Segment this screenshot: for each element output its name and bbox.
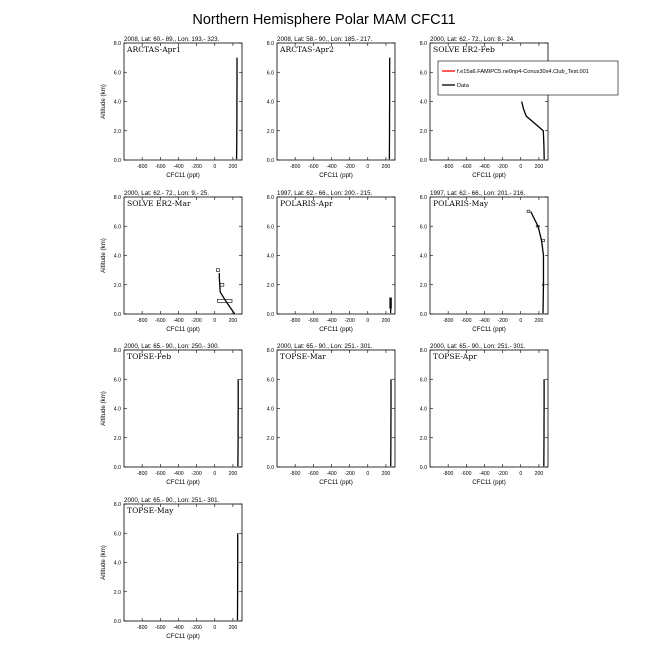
y-tick-label: 6.0 [113,531,121,538]
x-tick-label: -800 [289,471,301,477]
panel-header: 1997, Lat: 62.- 66., Lon: 200.- 215. [277,190,373,197]
y-tick-label: 4.0 [266,99,274,106]
y-tick-label: 4.0 [419,253,427,260]
legend-label: Data [457,83,469,89]
y-tick-label: 4.0 [266,253,274,260]
y-tick-label: 4.0 [266,406,274,413]
y-tick-label: 8.0 [419,41,427,47]
x-tick-label: -600 [461,471,472,477]
y-tick-label: 2.0 [113,128,121,135]
x-tick-label: 200 [228,164,238,170]
plot-frame [430,350,548,467]
x-tick-label: -600 [155,625,166,631]
x-tick-label: -400 [173,164,184,170]
data-line [219,273,234,314]
legend-box [438,61,618,95]
x-tick-label: 0 [366,164,370,170]
plot-frame [430,197,548,314]
y-tick-label: 2.0 [113,282,121,289]
y-tick-label: 4.0 [113,253,121,260]
y-tick-label: 6.0 [419,224,427,231]
x-axis-label: CFC11 (ppt) [319,479,353,486]
x-tick-label: -400 [173,625,184,631]
x-tick-label: -400 [326,318,337,324]
y-tick-label: 0.0 [266,465,274,471]
y-tick-label: 0.0 [113,312,121,318]
plot-frame [124,350,242,467]
panel-header: 2000, Lat: 65.- 90., Lon: 251.- 301. [124,497,220,504]
x-axis-label: CFC11 (ppt) [319,326,353,333]
panel-header: 2000, Lat: 65.- 90., Lon: 250.- 300. [124,343,220,350]
y-tick-label: 8.0 [419,195,427,201]
y-tick-label: 2.0 [266,128,274,135]
panel-label: SOLVE ER2-Mar [127,199,191,208]
y-axis-label: Altitude (km) [100,545,107,580]
panel-arctas-apr1 [100,36,242,179]
x-tick-label: 0 [519,164,523,170]
y-tick-label: 0.0 [419,465,427,471]
x-axis-label: CFC11 (ppt) [166,633,200,640]
data-range-box [527,210,530,212]
x-tick-label: -400 [173,471,184,477]
plot-frame [124,197,242,314]
x-tick-label: 200 [381,471,391,477]
x-tick-label: -400 [173,318,184,324]
y-tick-label: 0.0 [113,619,121,625]
panel-label: TOPSE-Mar [280,352,326,361]
x-tick-label: 0 [519,318,523,324]
y-tick-label: 2.0 [113,589,121,596]
y-tick-label: 0.0 [419,312,427,318]
x-tick-label: 200 [228,471,238,477]
x-tick-label: -800 [289,164,301,170]
x-tick-label: 200 [381,318,391,324]
x-tick-label: -800 [442,471,454,477]
x-tick-label: -200 [344,164,355,170]
x-tick-label: -800 [136,471,148,477]
x-tick-label: 200 [534,318,544,324]
y-tick-label: 2.0 [419,282,427,289]
y-tick-label: 0.0 [266,312,274,318]
panel-topse-feb [100,343,242,486]
panel-polaris-may [420,190,548,333]
x-tick-label: -200 [191,164,202,170]
x-tick-label: 0 [366,318,370,324]
panel-header: 2000, Lat: 62.- 72., Lon: 9.- 25. [124,190,209,197]
y-tick-label: 2.0 [266,435,274,442]
y-tick-label: 4.0 [419,99,427,106]
panel-label: ARCTAS-Apr2 [280,45,334,54]
y-tick-label: 8.0 [113,502,121,508]
panel-solve-er2-feb [420,36,548,179]
y-tick-label: 8.0 [113,41,121,47]
panel-topse-may [100,497,242,640]
y-tick-label: 6.0 [266,224,274,231]
x-axis-label: CFC11 (ppt) [319,172,353,179]
y-tick-label: 4.0 [113,406,121,413]
plot-frame [124,43,242,160]
panel-label: TOPSE-Apr [433,352,477,361]
x-tick-label: -400 [479,164,490,170]
x-tick-label: -400 [479,318,490,324]
x-tick-label: 200 [228,318,238,324]
plot-frame [124,504,242,621]
x-tick-label: -600 [308,471,319,477]
panels [100,36,618,640]
y-tick-label: 8.0 [266,195,274,201]
x-tick-label: -200 [497,471,508,477]
y-tick-label: 4.0 [113,99,121,106]
x-tick-label: -600 [308,164,319,170]
x-tick-label: 0 [213,318,217,324]
x-tick-label: 0 [366,471,370,477]
panel-label: POLARIS-May [433,199,489,208]
x-tick-label: 200 [381,164,391,170]
plot-frame [430,43,548,160]
data-range-box [217,269,220,272]
y-tick-label: 0.0 [113,158,121,164]
panel-label: POLARIS-Apr [280,199,333,208]
legend [438,61,618,95]
x-tick-label: -600 [308,318,319,324]
panel-topse-mar [267,343,395,486]
y-tick-label: 2.0 [419,435,427,442]
x-tick-label: -200 [497,318,508,324]
x-tick-label: -800 [136,625,148,631]
x-tick-label: -600 [155,164,166,170]
data-range-box [220,283,224,286]
x-tick-label: -800 [289,318,301,324]
y-tick-label: 6.0 [419,70,427,77]
x-tick-label: -600 [461,164,472,170]
x-tick-label: 0 [213,471,217,477]
x-tick-label: -200 [344,318,355,324]
y-tick-label: 8.0 [266,41,274,47]
x-tick-label: 0 [213,164,217,170]
x-tick-label: 200 [228,625,238,631]
panel-header: 2000, Lat: 65.- 90., Lon: 251.- 301. [277,343,373,350]
x-tick-label: -200 [344,471,355,477]
y-axis-label: Altitude (km) [100,238,107,273]
x-tick-label: -800 [442,318,454,324]
x-tick-label: -600 [461,318,472,324]
x-tick-label: -800 [136,318,148,324]
x-axis-label: CFC11 (ppt) [166,172,200,179]
figure-title: Northern Hemisphere Polar MAM CFC11 [192,12,456,28]
panel-arctas-apr2 [267,36,395,179]
panel-header: 2008, Lat: 58.- 90., Lon: 185.- 217. [277,36,373,43]
panel-solve-er2-mar [100,190,242,333]
plot-frame [277,197,395,314]
x-tick-label: 200 [534,471,544,477]
y-tick-label: 6.0 [419,377,427,384]
x-tick-label: -200 [191,471,202,477]
panel-header: 2000, Lat: 62.- 72., Lon: 8.- 24. [430,36,515,43]
x-axis-label: CFC11 (ppt) [166,479,200,486]
x-axis-label: CFC11 (ppt) [472,326,506,333]
y-tick-label: 2.0 [113,435,121,442]
x-tick-label: -200 [191,318,202,324]
panel-label: ARCTAS-Apr1 [127,45,181,54]
y-tick-label: 2.0 [266,282,274,289]
x-axis-label: CFC11 (ppt) [472,479,506,486]
y-tick-label: 6.0 [113,377,121,384]
panel-header: 1997, Lat: 62.- 66., Lon: 201.- 216. [430,190,526,197]
panel-header: 2000, Lat: 65.- 90., Lon: 251.- 301. [430,343,526,350]
panel-header: 2008, Lat: 60.- 89., Lon: 193.- 323. [124,36,220,43]
y-tick-label: 6.0 [113,224,121,231]
y-axis-label: Altitude (km) [100,84,107,119]
x-tick-label: 0 [519,471,523,477]
x-tick-label: -600 [155,318,166,324]
y-tick-label: 6.0 [266,70,274,77]
panel-polaris-apr [267,190,395,333]
y-tick-label: 6.0 [113,70,121,77]
panel-label: TOPSE-May [127,506,174,515]
x-tick-label: -400 [326,164,337,170]
x-axis-label: CFC11 (ppt) [166,326,200,333]
y-tick-label: 8.0 [266,348,274,354]
data-line [522,102,545,160]
x-tick-label: 200 [534,164,544,170]
x-tick-label: -600 [155,471,166,477]
plot-frame [277,350,395,467]
y-axis-label: Altitude (km) [100,391,107,426]
y-tick-label: 8.0 [419,348,427,354]
x-tick-label: -200 [497,164,508,170]
y-tick-label: 4.0 [113,560,121,567]
panel-topse-apr [420,343,548,486]
y-tick-label: 0.0 [419,158,427,164]
panel-label: SOLVE ER2-Feb [433,45,495,54]
y-tick-label: 8.0 [113,195,121,201]
y-tick-label: 6.0 [266,377,274,384]
x-axis-label: CFC11 (ppt) [472,172,506,179]
legend-label: f.e15a6.FAMIPC5.ne0np4-Conus30x4.Club_Test.001 [457,69,589,75]
y-tick-label: 8.0 [113,348,121,354]
x-tick-label: -200 [191,625,202,631]
x-tick-label: -400 [479,471,490,477]
x-tick-label: 0 [213,625,217,631]
y-tick-label: 0.0 [266,158,274,164]
panel-label: TOPSE-Feb [127,352,172,361]
y-tick-label: 4.0 [419,406,427,413]
x-tick-label: -400 [326,471,337,477]
x-tick-label: -800 [442,164,454,170]
plot-frame [277,43,395,160]
y-tick-label: 2.0 [419,128,427,135]
y-tick-label: 0.0 [113,465,121,471]
x-tick-label: -800 [136,164,148,170]
